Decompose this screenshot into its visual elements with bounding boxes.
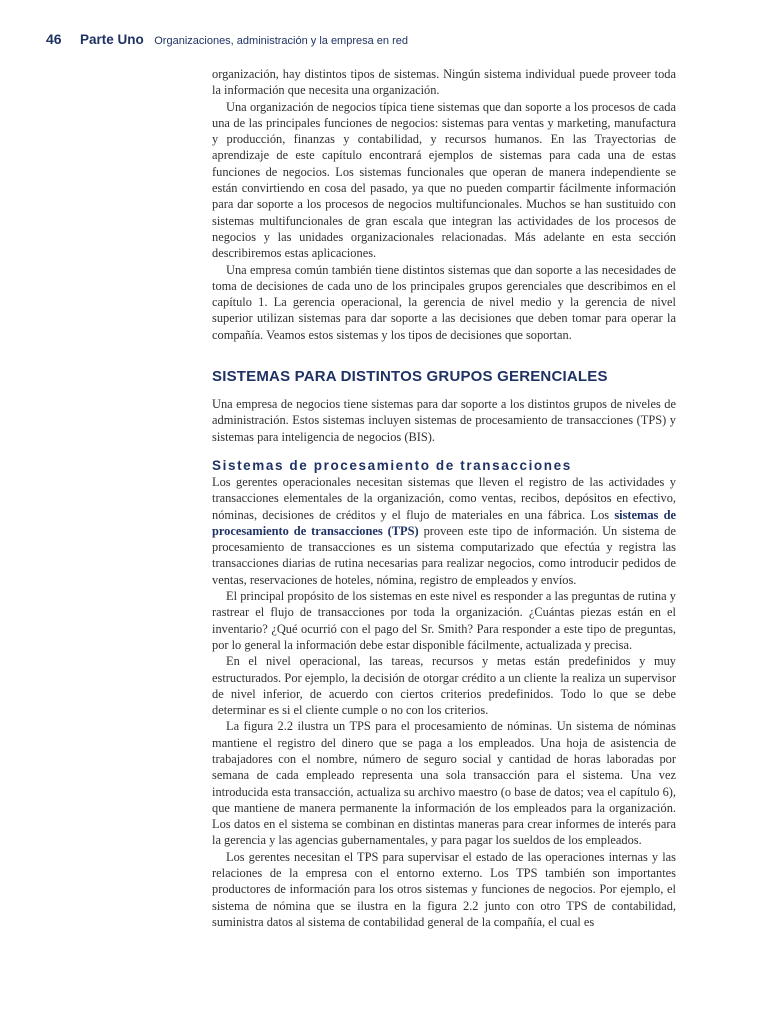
subsection-paragraph-2: El principal propósito de los sistemas en este nivel es responder a las preguntas de rutina y rastrear el flujo de transacciones por toda la organización. ¿Cuántas piezas están en el inventario? ¿Qué ocurrió con el pago del Sr. Smith? Para responder a este tipo de preguntas, por lo general la información debe estar disponible fácilmente, actualizada y precisa. <box>212 589 676 652</box>
subsection-paragraph-3: En el nivel operacional, las tareas, recursos y metas están predefinidos y muy estructurados. Por ejemplo, la decisión de otorgar crédito a un cliente la realiza un supervisor de nivel inferior, de acuerdo con ciertos criterios predefinidos. Todo lo que se debe determinar es si el cliente cumple o no con los criterios. <box>212 654 676 718</box>
part-label: Parte Uno <box>80 32 144 47</box>
subsection-paragraph-4: La figura 2.2 ilustra un TPS para el procesamiento de nóminas. Un sistema de nóminas mantiene el registro del dinero que se paga a los empleados. Una hoja de asistencia de trabajadores con el nombre, número de seguro social y cantidad de horas laboradas por semana de cada empleado representa una sola transacción para el sistema. Una vez introducida esta transacción, actualiza su archivo maestro (o base de datos; vea el capítulo 6), que mantiene de manera permanente la información de los empleados para la organización. Los datos en el sistema se combinan en distintas maneras para crear informes de interés para la gerencia y las agencias gubernamentales, y para pagar los sueldos de los empleados. <box>212 719 676 848</box>
part-title: Organizaciones, administración y la empresa en red <box>154 35 408 47</box>
paragraph-text-before-term: Los gerentes operacionales necesitan sistemas que lleven el registro de las actividades y transacciones elementales de la organización, como ventas, recibos, depósitos en efectivo, nóminas, decisiones de créditos y el flujo de materiales en una fábrica. Los <box>212 474 676 522</box>
body-column <box>212 66 676 930</box>
subsection-paragraph-5: Los gerentes necesitan el TPS para supervisar el estado de las operaciones internas y las relaciones de la empresa con el entorno externo. Los TPS también son importantes productores de información para los otros sistemas y funciones de negocios. Por ejemplo, el sistema de nómina que se ilustra en la figura 2.2 junto con otro TPS de contabilidad, suministra datos al sistema de contabilidad general de la compañía, el cual es <box>212 849 676 929</box>
intro-paragraph-3: Una empresa común también tiene distintos sistemas que dan soporte a las necesidades de toma de decisiones de cada uno de los principales grupos gerenciales que describimos en el capítulo 1. La gerencia operacional, la gerencia de nivel medio y la gerencia de nivel superior utilizan sistemas para dar soporte a las decisiones que deben tomar para operar la compañía. Veamos estos sistemas y los tipos de decisiones que soportan. <box>212 262 676 342</box>
subsection-heading: Sistemas de procesamiento de transacciones <box>212 457 572 473</box>
section-paragraph-1: Una empresa de negocios tiene sistemas para dar soporte a los distintos grupos de niveles de administración. Estos sistemas incluyen sistemas de procesamiento de transacciones (TPS) y sistemas para inteligencia de negocios (BIS). <box>212 397 676 444</box>
paragraph-text-after-term: proveen este tipo de información. Un sistema de procesamiento de transacciones es un sistema computarizado que efectúa y registra las transacciones diarias de rutina necesarias para realizar negocios, como introducir pedidos de ventas, reservaciones de hoteles, nómina, registro de empleados y envíos. <box>212 523 676 587</box>
subsection-paragraph-1 <box>212 474 676 588</box>
intro-paragraph-1: organización, hay distintos tipos de sistemas. Ningún sistema individual puede proveer toda la información que necesita una organización. <box>212 67 676 98</box>
page-number: 46 <box>46 31 62 47</box>
intro-paragraph-2: Una organización de negocios típica tiene sistemas que dan soporte a los procesos de cada una de las principales funciones de negocios: sistemas para ventas y marketing, manufactura y producción, finanzas y contabilidad, y recursos humanos. En las Trayectorias de aprendizaje de este capítulo encontrará ejemplos de sistemas para cada una de estas funciones de negocios. Los sistemas funcionales que operan de manera independiente se están convirtiendo en cosa del pasado, ya que no pueden compartir fácilmente información para dar soporte a los procesos de negocios multifuncionales. Muchos se han sustituido con sistemas multifuncionales de gran escala que integran las actividades de los procesos de negocios y las unidades organizacionales relacionadas. Más adelante en esta sección describiremos estas aplicaciones. <box>212 99 676 261</box>
running-head <box>46 31 408 49</box>
key-term-tps: sistemas de procesamiento de transacciones (TPS) <box>212 507 676 538</box>
section-heading: SISTEMAS PARA DISTINTOS GRUPOS GERENCIALES <box>212 368 608 386</box>
